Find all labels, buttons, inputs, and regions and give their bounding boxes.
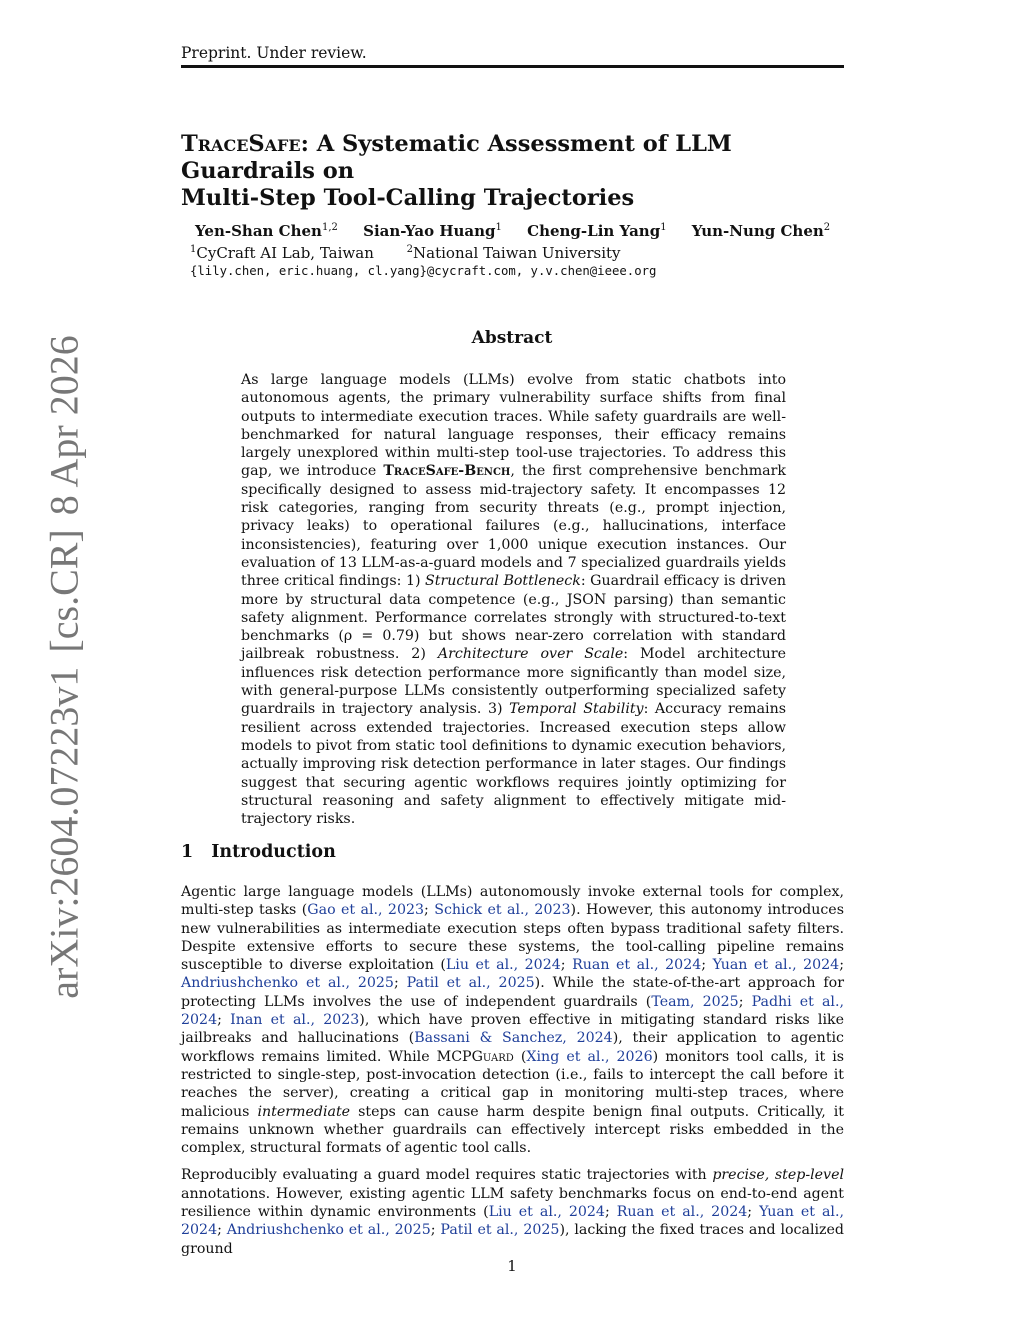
section-number: 1: [181, 842, 194, 862]
title-line2: Multi-Step Tool-Calling Trajectories: [181, 185, 635, 211]
arxiv-stamp: [41, 321, 88, 999]
citation-link[interactable]: Patil et al., 2025: [406, 975, 535, 992]
section-heading-introduction: [181, 842, 336, 862]
affiliation: $^2$National Taiwan University: [406, 244, 621, 262]
citation-link[interactable]: Andriushchenko et al., 2025: [181, 975, 394, 992]
abstract-paragraph: As large language models (LLMs) evolve from static chatbots into autonomous agents, the primary vulnerability surface shifts from final outputs to intermediate execution traces. While safety guardrails are well-benchmarked for natural language responses, their efficacy remains largely unexplored within multi-step tool-use trajectories. To address this gap, we introduce TraceSafe-Bench, the first comprehensive benchmark specifically designed to assess mid-trajectory safety. It encompasses 12 risk categories, ranging from security threats (e.g., prompt injection, privacy leaks) to operational failures (e.g., hallucinations, interface inconsistencies), featuring over 1,000 unique execution instances. Our evaluation of 13 LLM-as-a-guard models and 7 specialized guardrails yields three critical findings: 1) Structural Bottleneck: Guardrail efficacy is driven more by structural data competence (e.g., JSON parsing) than semantic safety alignment. Performance correlates strongly with structured-to-text benchmarks (ρ = 0.79) but shows near-zero correlation with standard jailbreak robustness. 2) Architecture over Scale: Model architecture influences risk detection performance more significantly than model size, with general-purpose LLMs consistently outperforming specialized safety guardrails in trajectory analysis. 3) Temporal Stability: Accuracy remains resilient across extended trajectories. Increased execution steps allow models to pivot from static tool definitions to dynamic execution behaviors, actually improving risk detection performance in later stages. Our findings suggest that securing agentic workflows requires jointly optimizing for structural reasoning and safety alignment to effectively mitigate mid-trajectory risks.: [241, 372, 786, 828]
preprint-note: Preprint. Under review.: [181, 44, 367, 62]
author: Sian-Yao Huang$^1$: [363, 222, 502, 240]
citation-link[interactable]: Andriushchenko et al., 2025: [226, 1222, 431, 1239]
finding-3: Temporal Stability: [509, 701, 644, 718]
section-title: Introduction: [211, 842, 336, 862]
citation-link[interactable]: Liu et al., 2024: [445, 957, 561, 974]
citation-link[interactable]: Bassani & Sanchez, 2024: [414, 1030, 613, 1047]
title-line1: : A Systematic Assessment of LLM Guardrails on: [181, 131, 732, 184]
abstract-heading: Abstract: [471, 328, 553, 348]
citation-link[interactable]: Patil et al., 2025: [440, 1222, 560, 1239]
finding-1: Structural Bottleneck: [425, 573, 581, 590]
citation-link[interactable]: Padhi et al., 2024: [181, 993, 844, 1029]
benchmark-name: TraceSafe-Bench: [383, 463, 511, 480]
affiliation: $^1$CyCraft AI Lab, Taiwan: [190, 244, 374, 262]
tool-name: MCPGuard: [436, 1048, 514, 1065]
paper-title: [181, 131, 861, 212]
author: Cheng-Lin Yang$^1$: [527, 222, 667, 240]
citation-link[interactable]: Inan et al., 2023: [230, 1012, 360, 1029]
citation-link[interactable]: Yuan et al., 2024: [181, 1204, 844, 1239]
citation-link[interactable]: Liu et al., 2024: [488, 1204, 605, 1221]
header-rule: [181, 65, 844, 68]
title-acronym: TraceSafe: [181, 131, 301, 157]
finding-2: Architecture over Scale: [437, 646, 624, 663]
citation-link[interactable]: Ruan et al., 2024: [572, 957, 702, 974]
abstract-body: [241, 371, 786, 828]
arxiv-id: arXiv:2604.07223v1: [41, 666, 87, 999]
introduction-body: [181, 883, 844, 1267]
citation-link[interactable]: Gao et al., 2023: [307, 902, 425, 919]
arxiv-date: 8 Apr 2026: [41, 335, 87, 516]
affiliations: [190, 244, 649, 262]
citation-link[interactable]: Team, 2025: [651, 993, 739, 1010]
citation-link[interactable]: Xing et al., 2026: [526, 1048, 653, 1065]
author: Yun-Nung Chen$^2$: [691, 222, 831, 240]
intro-paragraph-1: Agentic large language models (LLMs) autonomously invoke external tools for complex, multi-step tasks (Gao et al., 2023; Schick et al., 2023). However, this autonomy introduces new vulnerabilities as intermediate execution steps often bypass traditional safety filters. Despite extensive efforts to secure these systems, the tool-calling pipeline remains susceptible to diverse exploitation (Liu et al., 2024; Ruan et al., 2024; Yuan et al., 2024; Andriushchenko et al., 2025; Patil et al., 2025). While the state-of-the-art approach for protecting LLMs involves the use of independent guardrails (Team, 2025; Padhi et al., 2024; Inan et al., 2023), which have proven effective in mitigating standard risks like jailbreaks and hallucinations (Bassani & Sanchez, 2024), their application to agentic workflows remains limited. While MCPGuard (Xing et al., 2026) monitors tool calls, it is restricted to single-step, post-invocation detection (i.e., fails to intercept the call before it reaches the server), creating a critical gap in monitoring multi-step traces, where malicious intermediate steps can cause harm despite benign final outputs. Critically, it remains unknown whether guardrails can effectively intercept risks embedded in the complex, structural formats of agentic tool calls.: [181, 884, 845, 1157]
author-list: [195, 222, 850, 240]
citation-link[interactable]: Ruan et al., 2024: [616, 1204, 748, 1221]
citation-link[interactable]: Schick et al., 2023: [434, 902, 571, 919]
emphasis: intermediate: [257, 1103, 351, 1120]
intro-paragraph-2: Reproducibly evaluating a guard model requires static trajectories with precise, step-level annotations. However, existing agentic LLM safety benchmarks focus on end-to-end agent resilience within dynamic environments (Liu et al., 2024; Ruan et al., 2024; Yuan et al., 2024; Andriushchenko et al., 2025; Patil et al., 2025), lacking the fixed traces and localized ground: [181, 1167, 844, 1257]
page-number: 1: [507, 1257, 517, 1275]
arxiv-category: [cs.CR]: [41, 529, 87, 653]
author-emails: {lily.chen, eric.huang, cl.yang}@cycraft.com, y.v.chen@ieee.org: [190, 264, 657, 278]
emphasis: precise, step-level: [712, 1167, 844, 1184]
author: Yen-Shan Chen$^{1,2}$: [195, 222, 338, 240]
citation-link[interactable]: Yuan et al., 2024: [712, 957, 840, 974]
